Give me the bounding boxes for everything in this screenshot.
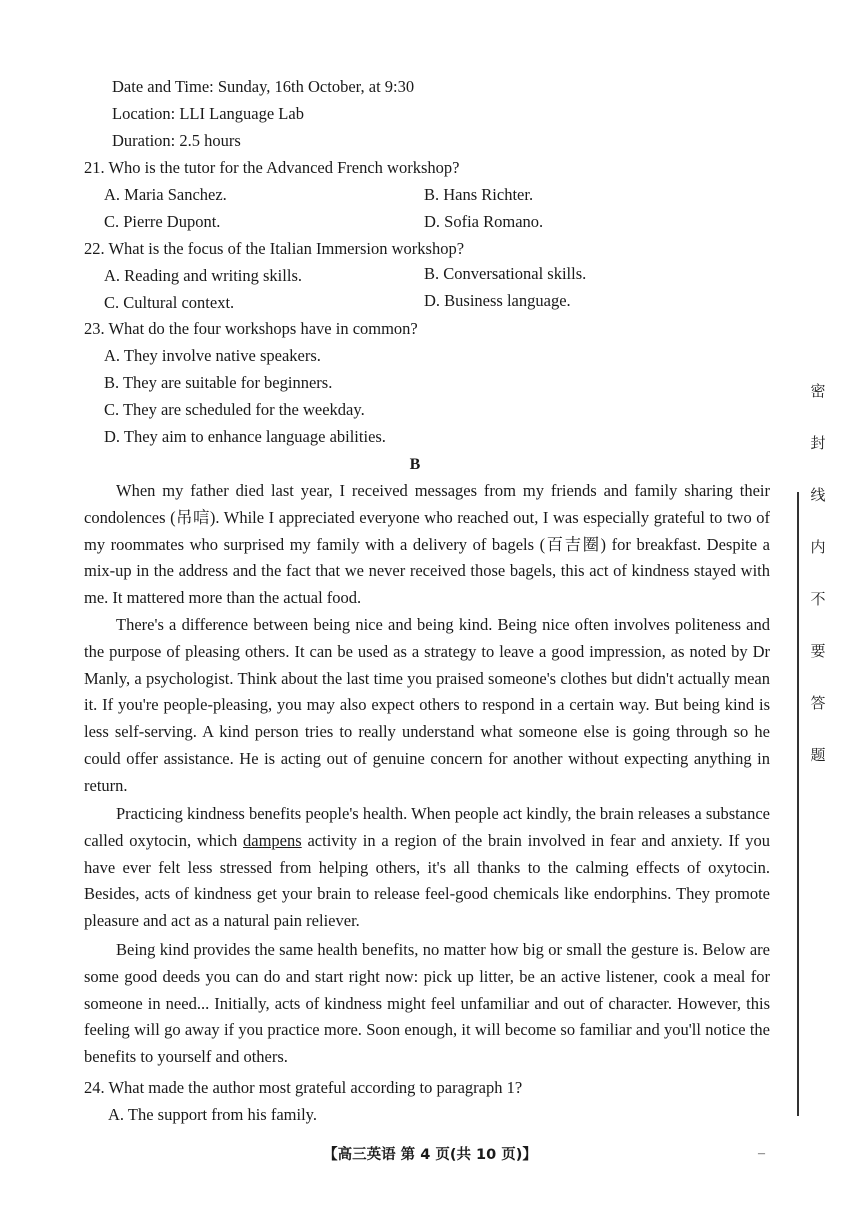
question-23-stem: 23. What do the four workshops have in common? — [84, 319, 418, 338]
question-22-option-d: D. Business language. — [424, 291, 571, 310]
footer-dash: – — [758, 1146, 765, 1161]
question-21-stem: 21. Who is the tutor for the Advanced French workshop? — [84, 158, 460, 177]
margin-seal-notice — [802, 380, 834, 796]
question-24-stem: 24. What made the author most grateful according to paragraph 1? — [84, 1078, 523, 1097]
section-b-title: B — [409, 456, 421, 473]
workshop-location: Location: LLI Language Lab — [112, 104, 304, 123]
question-22-option-a: A. Reading and writing skills. — [104, 266, 302, 285]
question-22-option-b: B. Conversational skills. — [424, 264, 587, 283]
seal-char: 线 — [810, 486, 826, 504]
paragraph-4-text: Being kind provides the same health benefits, no matter how big or small the gesture is. Below are some good deeds you can do and start right now: pick up litter, be an active listener, cook a meal for someone in need... Initially, acts of kindness might feel unfamiliar and out of character. However, this feeling will go away if you practice more. Soon enough, it will become so familiar and you'll notice the benefits to yourself and others. — [84, 940, 770, 1067]
passage-paragraph-3 — [84, 801, 770, 935]
workshop-date-time: Date and Time: Sunday, 16th October, at 9:30 — [112, 77, 415, 96]
underlined-word-dampens: dampens — [243, 830, 302, 850]
passage-paragraph-4 — [84, 937, 770, 1071]
question-22-option-c: C. Cultural context. — [104, 293, 235, 312]
question-23-option-d: D. They aim to enhance language abilities. — [104, 427, 386, 446]
binding-line — [797, 492, 799, 1116]
question-22-stem: 22. What is the focus of the Italian Immersion workshop? — [84, 239, 465, 258]
paragraph-1-text: When my father died last year, I received messages from my friends and family sharing their condolences (吊唁). While I appreciated everyone who reached out, I was especially grateful to two of my roommates who surprised my family with a delivery of bagels (百吉圈) for breakfast. Despite a mix-up in the address and the fact that we never received those bagels, this act of kindness stayed with me. It mattered more than the actual food. — [84, 481, 770, 608]
question-23-option-b: B. They are suitable for beginners. — [104, 373, 333, 392]
paragraph-2-text: There's a difference between being nice and being kind. Being nice often involves politeness and the purpose of pleasing others. It can be used as a strategy to leave a good impression, as noted by Dr Manly, a psychologist. Think about the last time you praised someone's clothes but didn't actually mean it. If you're people-pleasing, you may also expect others to respond in a certain way. But being kind is less self-serving. A kind person tries to really understand what someone else is going through so he could offer assistance. He is acting out of genuine concern for another without expecting anything in return. — [84, 615, 770, 795]
question-21-option-d: D. Sofia Romano. — [424, 212, 544, 231]
question-24-option-a: A. The support from his family. — [108, 1105, 317, 1124]
seal-char: 封 — [810, 434, 826, 452]
seal-char: 内 — [810, 538, 826, 556]
seal-char: 密 — [810, 382, 826, 400]
passage-paragraph-2 — [84, 612, 770, 800]
question-21-option-b: B. Hans Richter. — [424, 185, 534, 204]
seal-char: 答 — [810, 694, 826, 712]
paragraph-3-text-end: activity in a region of the brain involved in fear and anxiety. If you have ever felt less stressed from helping others, it's all thanks to the calming effects of oxytocin. Besides, acts of kindness get your brain to release feel-good chemicals like endorphins. They promote pleasure and act as a natural pain reliever. — [84, 830, 770, 931]
question-21-option-c: C. Pierre Dupont. — [104, 212, 221, 231]
paragraph-3-text-start: Practicing kindness benefits people's health. When people act kindly, the brain releases a substance called oxytocin, which — [84, 804, 770, 850]
workshop-duration: Duration: 2.5 hours — [112, 131, 241, 150]
question-21-option-a: A. Maria Sanchez. — [104, 185, 227, 204]
question-23-option-c: C. They are scheduled for the weekday. — [104, 400, 365, 419]
question-23-option-a: A. They involve native speakers. — [104, 346, 321, 365]
seal-char: 不 — [810, 590, 826, 608]
seal-char: 题 — [810, 746, 826, 764]
seal-char: 要 — [810, 642, 826, 660]
page-footer: 【高三英语 第 4 页(共 10 页)】 — [323, 1147, 537, 1163]
passage-paragraph-1 — [84, 478, 770, 612]
